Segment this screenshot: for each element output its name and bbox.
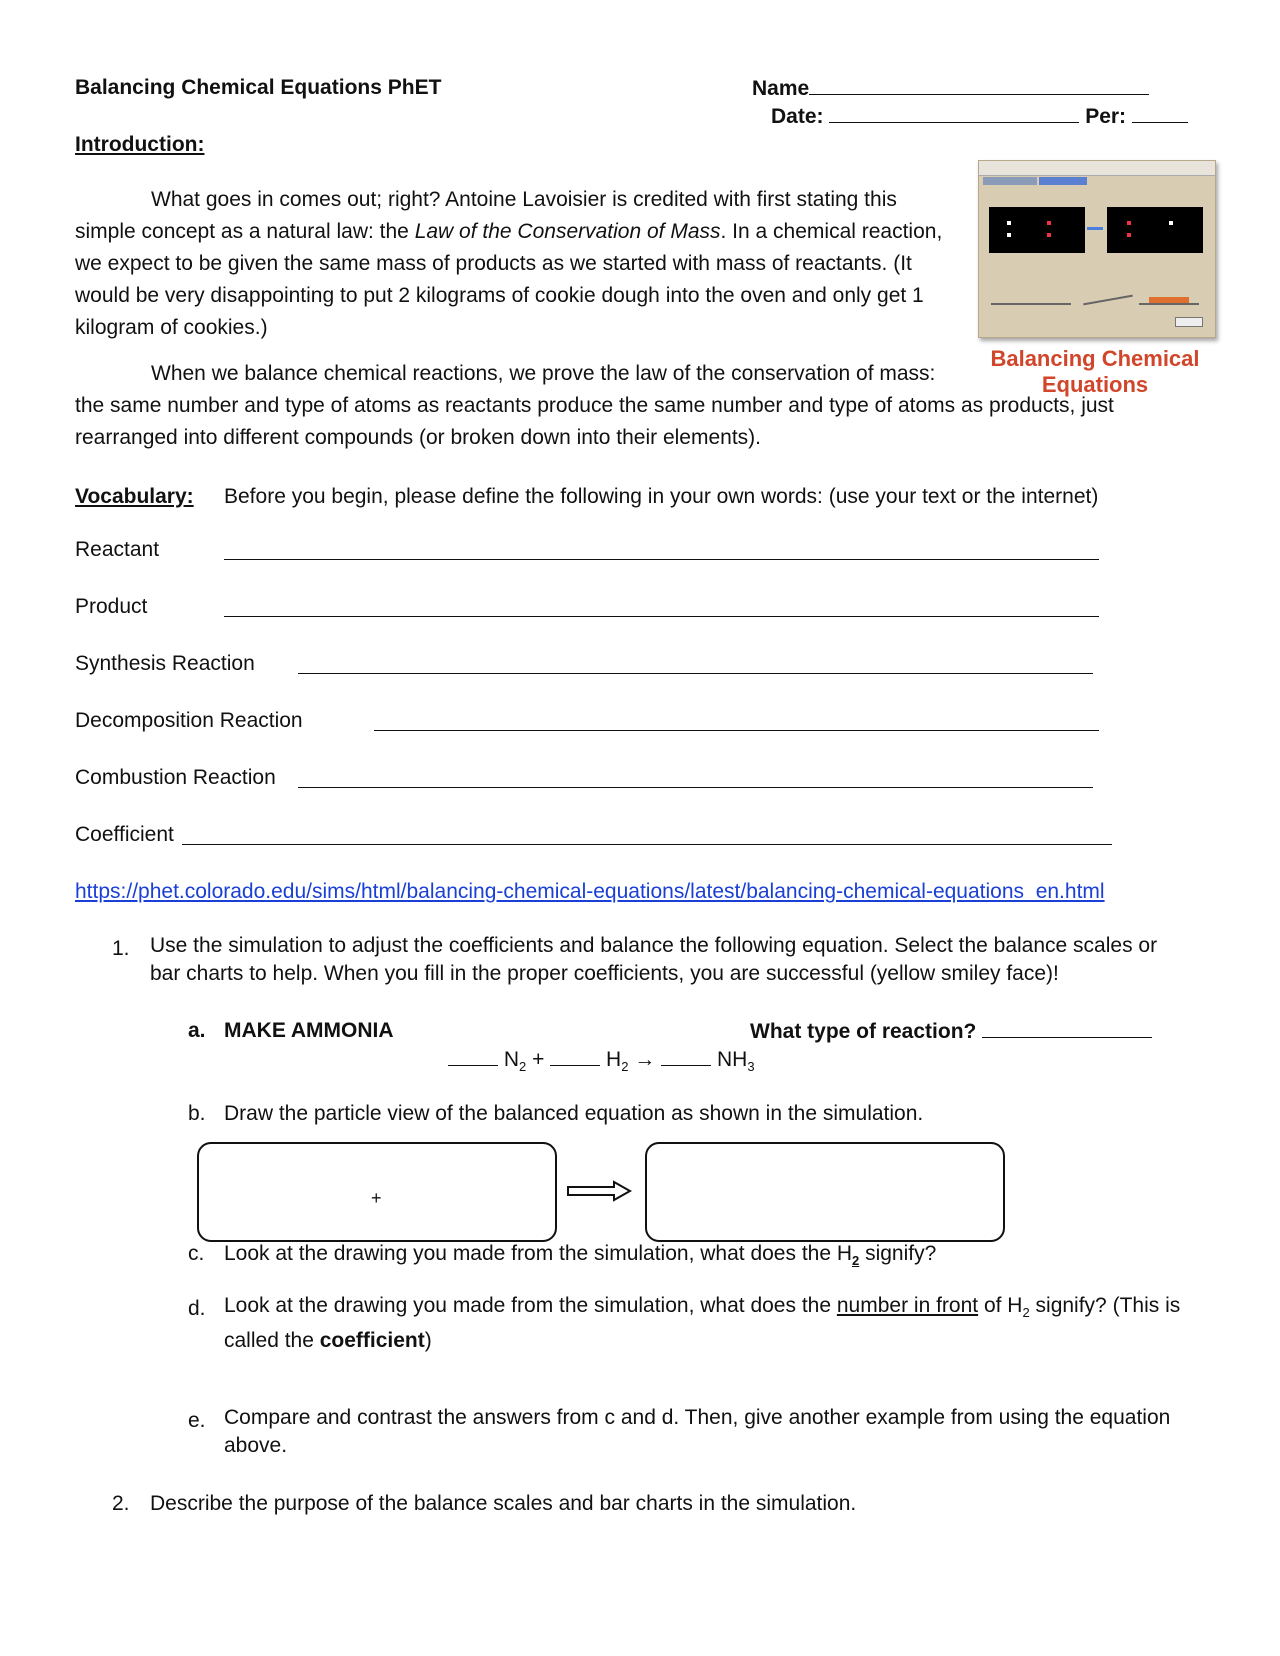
- vocab-term-reactant: Reactant: [75, 538, 160, 561]
- intro-paragraph-2: When we balance chemical reactions, we prove the law of the conservation of mass: the same number and type of atoms as reactants produce the same number and type of atoms as products, just rearranged into different compounds (or broken down into their elements).: [75, 362, 1114, 449]
- question-1-text: Use the simulation to adjust the coefficients and balance the following equation. Select the balance scales or bar charts to help. When you fill in the proper coefficients, you are successful (yellow smiley face)!: [150, 934, 1158, 985]
- simulation-screenshot: [978, 160, 1216, 338]
- vocab-term-synthesis: Synthesis Reaction: [75, 652, 255, 675]
- question-2-number: 2.: [112, 1492, 130, 1515]
- vocab-answer-reactant[interactable]: [224, 541, 1099, 560]
- page-title: Balancing Chemical Equations PhET: [75, 76, 442, 99]
- reaction-arrow-icon: [566, 1180, 632, 1202]
- q1c-text: Look at the drawing you made from the simulation, what does the $H_2$ signify?: [224, 1242, 937, 1269]
- vocab-answer-coefficient[interactable]: [182, 826, 1112, 845]
- vocab-term-coefficient: Coefficient: [75, 823, 174, 846]
- vocab-answer-synthesis[interactable]: [298, 655, 1093, 674]
- date-per-field[interactable]: [771, 104, 1188, 129]
- vocab-term-combustion: Combustion Reaction: [75, 766, 276, 789]
- vocab-term-decomposition: Decomposition Reaction: [75, 709, 303, 732]
- name-label: Name: [752, 77, 810, 100]
- intro-paragraph-1: What goes in comes out; right? Antoine Lavoisier is credited with first stating this simple concept as a natural law: the Law of the Conservation of Mass. In a chemical reaction, we expect to be given the same mass of products as we started with mass of reactants. (It would be very disappointing to put 2 kilograms of cookie dough into the oven and only get 1 kilogram of cookies.): [75, 188, 943, 339]
- q1d-label: d.: [188, 1297, 206, 1320]
- q1a-label: a.: [188, 1019, 206, 1042]
- vocabulary-instructions: Before you begin, please define the following in your own words: (use your text or the internet): [224, 485, 1099, 508]
- date-label: Date:: [771, 105, 824, 128]
- reactants-drawing-box[interactable]: [197, 1142, 557, 1242]
- reaction-type-question: What type of reaction?: [750, 1019, 1152, 1044]
- question-2-text: Describe the purpose of the balance scales and bar charts in the simulation.: [150, 1492, 857, 1515]
- q1e-label: e.: [188, 1409, 206, 1432]
- arrow-icon: →: [634, 1048, 656, 1071]
- name-field[interactable]: [752, 76, 1149, 101]
- law-name: Law of the Conservation of Mass: [414, 220, 721, 243]
- q1e-text: Compare and contrast the answers from c and d. Then, give another example from using the equation above.: [224, 1406, 1171, 1457]
- per-label: Per:: [1085, 105, 1127, 128]
- q1b-label: b.: [188, 1102, 206, 1125]
- ammonia-equation: $N_2 + H_2 \to NH_3$: [448, 1047, 755, 1074]
- nh3-coefficient-blank[interactable]: [661, 1047, 711, 1066]
- vocab-term-product: Product: [75, 595, 148, 618]
- box-plus-sign: +: [371, 1188, 382, 1208]
- vocab-answer-decomposition[interactable]: [374, 712, 1099, 731]
- vocab-answer-combustion[interactable]: [298, 769, 1093, 788]
- q1c-label: c.: [188, 1242, 205, 1265]
- question-1-number: 1.: [112, 937, 130, 960]
- intro-heading: Introduction:: [75, 133, 205, 156]
- reaction-type-answer[interactable]: [982, 1019, 1152, 1038]
- q1b-text: Draw the particle view of the balanced equation as shown in the simulation.: [224, 1102, 924, 1125]
- q1d-text: Look at the drawing you made from the simulation, what does the number in front of $H_2$ signify? (This is called the coefficient): [224, 1294, 1181, 1353]
- h2-coefficient-blank[interactable]: [550, 1047, 600, 1066]
- q1a-title: MAKE AMMONIA: [224, 1019, 394, 1042]
- products-drawing-box[interactable]: [645, 1142, 1005, 1242]
- vocab-answer-product[interactable]: [224, 598, 1099, 617]
- phet-simulation-link[interactable]: https://phet.colorado.edu/sims/html/balancing-chemical-equations/latest/balancing-chemical-equations_en.html: [75, 880, 1105, 903]
- n2-coefficient-blank[interactable]: [448, 1047, 498, 1066]
- simulation-caption: Balancing Chemical Equations: [990, 346, 1200, 397]
- vocabulary-heading: Vocabulary:: [75, 485, 194, 508]
